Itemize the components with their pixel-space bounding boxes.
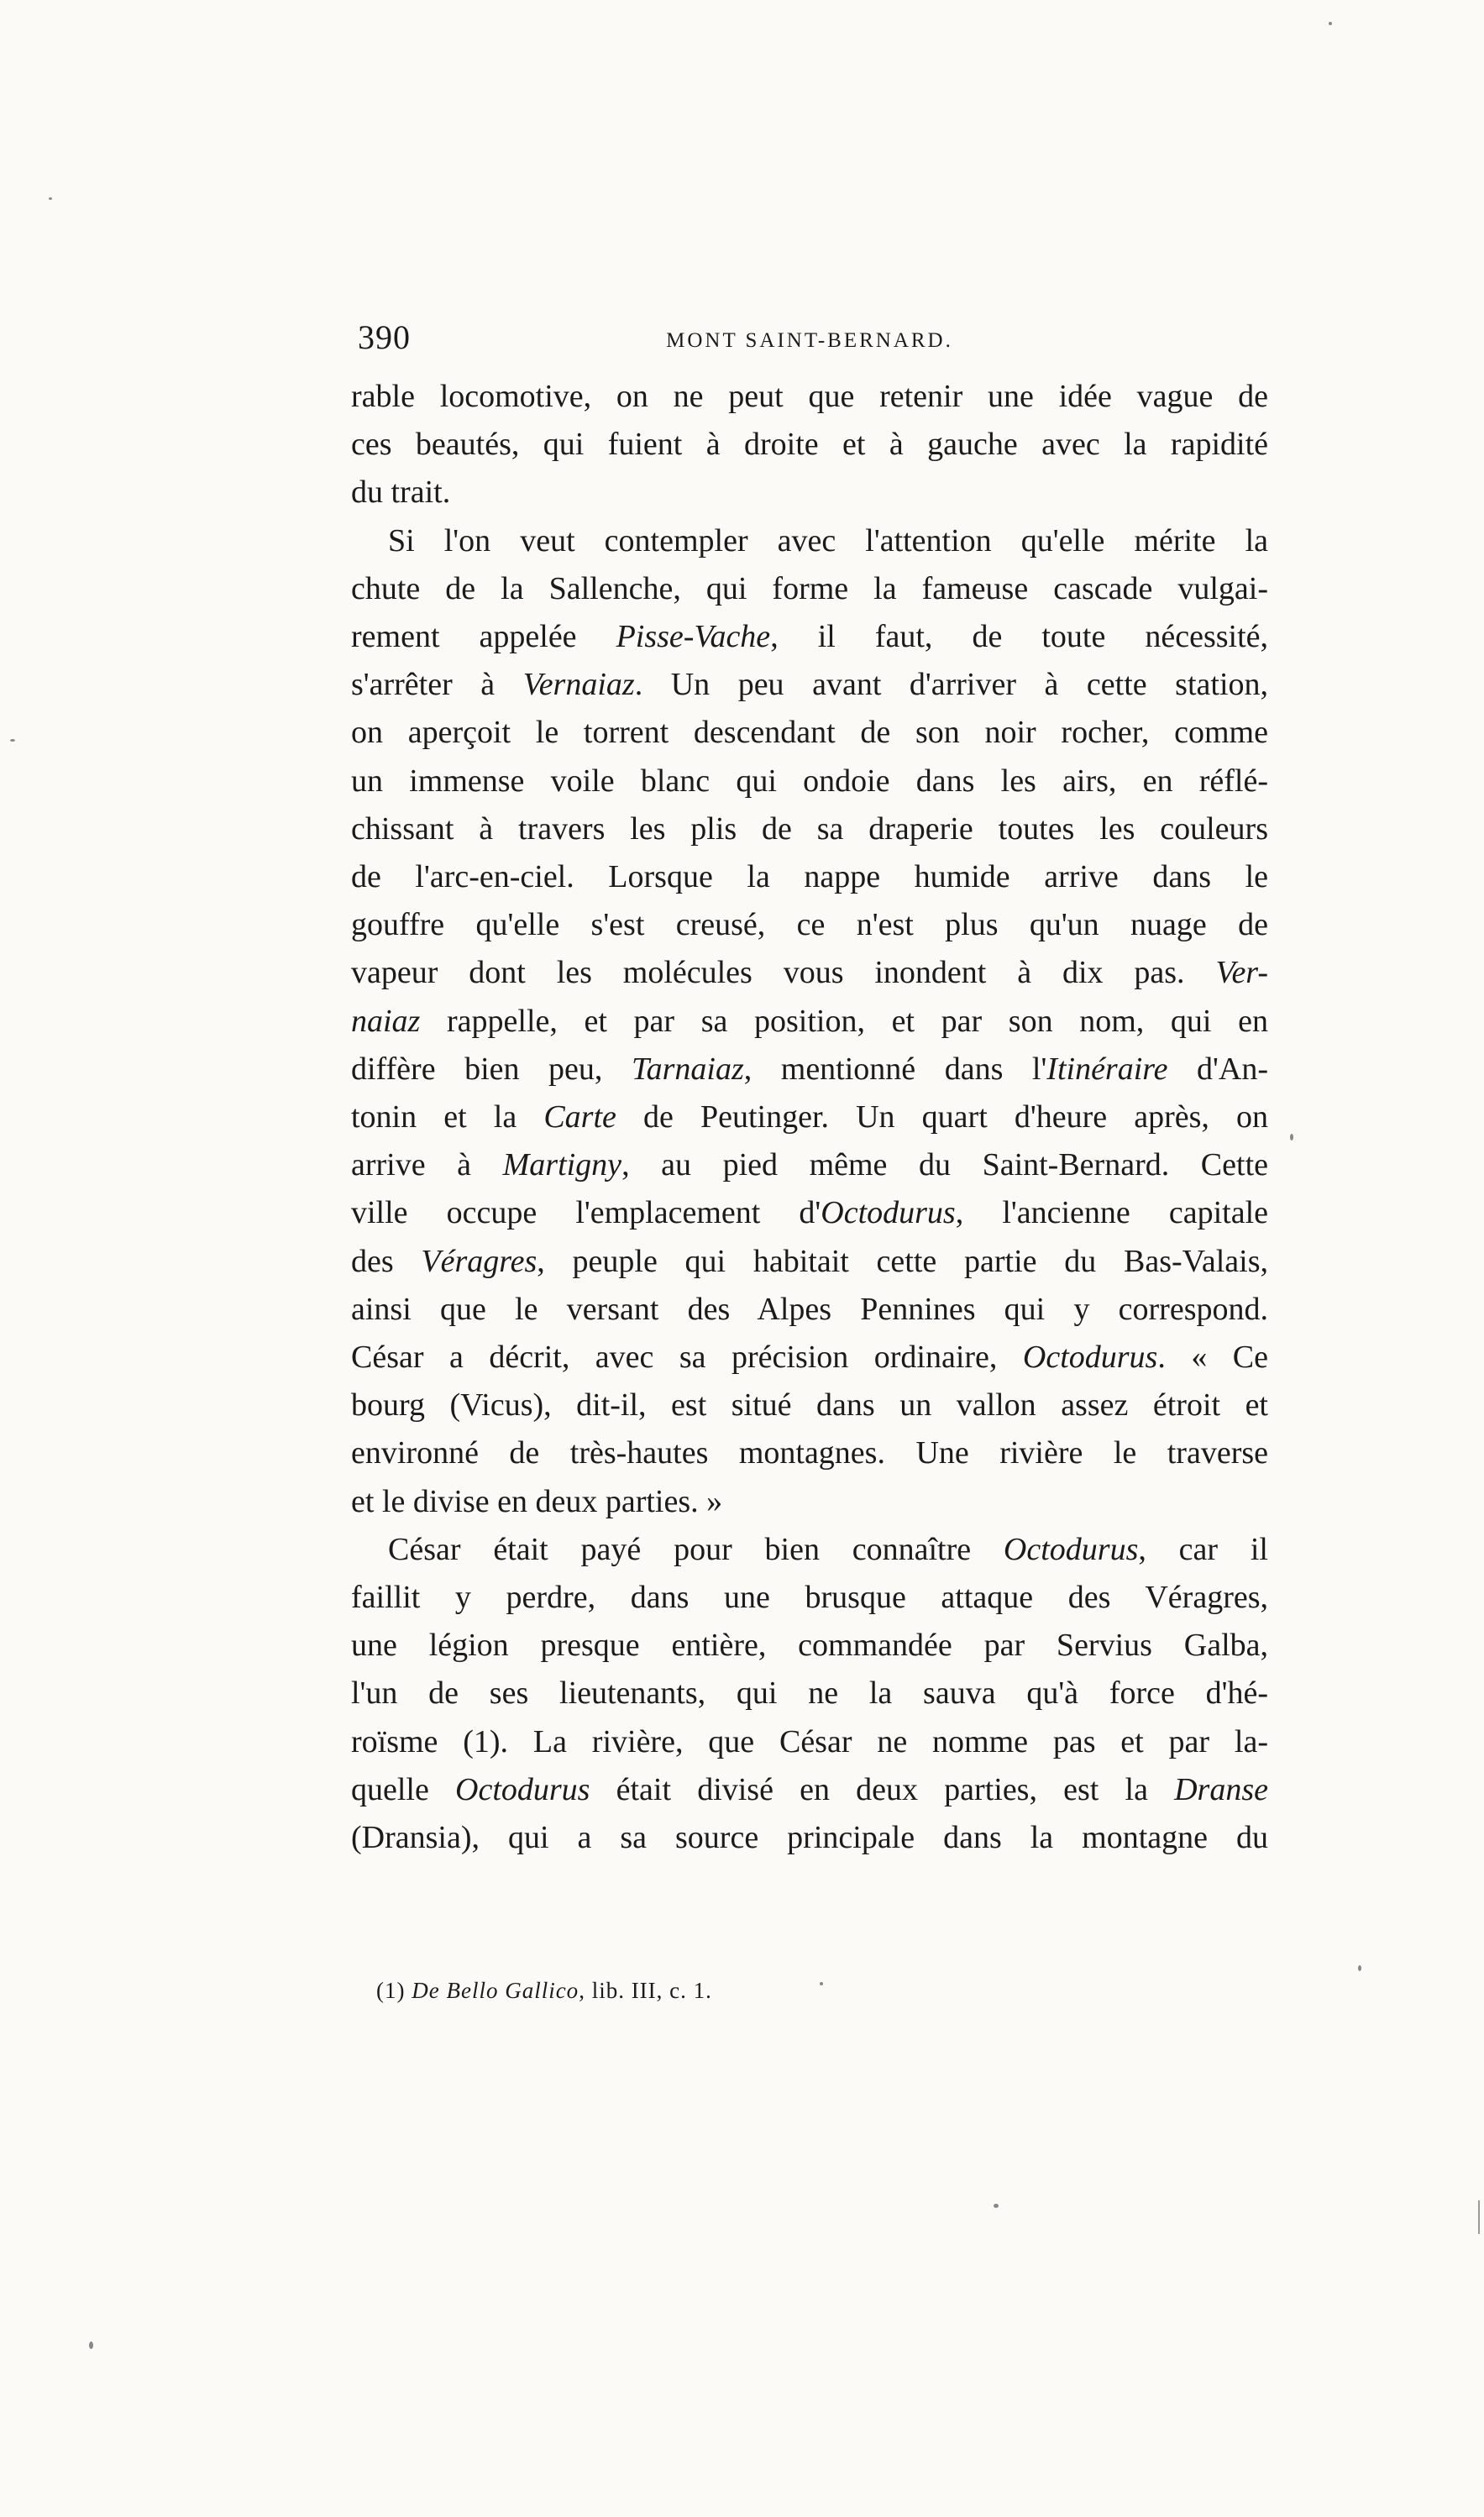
running-title: MONT SAINT-BERNARD. bbox=[666, 329, 953, 352]
text-run: ces beautés, qui fuient à droite et à gauche avec la rapidité bbox=[351, 427, 1268, 463]
text-line bbox=[351, 1622, 1268, 1670]
text-line bbox=[351, 1046, 1268, 1093]
text-line bbox=[351, 469, 1268, 517]
text-run: bourg (Vicus), dit-il, est situé dans un vallon assez étroit et bbox=[351, 1387, 1268, 1424]
text-run: était divisé en deux parties, est la bbox=[590, 1771, 1175, 1807]
text-line bbox=[351, 998, 1268, 1046]
text-run: l'un de ses lieutenants, qui ne la sauva qu'à force d'hé- bbox=[351, 1675, 1268, 1712]
text-run: de Peutinger. Un quart d'heure après, on bbox=[616, 1099, 1268, 1135]
text-line bbox=[351, 949, 1268, 997]
scan-speck bbox=[1290, 1134, 1293, 1141]
text-run: vapeur dont les molécules vous inondent à dix pas. bbox=[351, 955, 1216, 991]
text-run: César était payé pour bien connaître bbox=[388, 1531, 1004, 1567]
text-line bbox=[351, 1189, 1268, 1237]
text-line bbox=[351, 1814, 1268, 1862]
italic-term: Véragres bbox=[421, 1243, 537, 1279]
italic-term: Pisse-Vache bbox=[616, 619, 771, 655]
footnote-reference: , lib. III, c. 1. bbox=[579, 1978, 712, 2003]
scan-speck bbox=[994, 2204, 999, 2208]
text-line bbox=[351, 661, 1268, 709]
text-line bbox=[351, 1718, 1268, 1766]
text-line bbox=[351, 421, 1268, 469]
italic-term: Octodurus bbox=[1003, 1531, 1139, 1567]
italic-term: Martigny bbox=[502, 1147, 622, 1183]
text-run: gouffre qu'elle s'est creusé, ce n'est plus qu'un nuage de bbox=[351, 907, 1268, 943]
text-run: chissant à travers les plis de sa draperie toutes les couleurs bbox=[351, 810, 1268, 847]
text-run: et le divise en deux parties. » bbox=[351, 1483, 723, 1519]
italic-term: Dranse bbox=[1174, 1771, 1268, 1807]
text-run: , l'ancienne capitale bbox=[955, 1195, 1268, 1231]
text-run: chute de la Sallenche, qui forme la fameuse cascade vulgai- bbox=[351, 570, 1268, 606]
text-line bbox=[351, 1670, 1268, 1717]
footnote bbox=[376, 1978, 712, 2004]
text-line bbox=[351, 373, 1268, 421]
text-line bbox=[351, 565, 1268, 613]
footnote-marker: (1) bbox=[376, 1978, 406, 2003]
text-line bbox=[351, 517, 1268, 565]
running-head bbox=[351, 317, 1268, 368]
text-line bbox=[351, 1238, 1268, 1286]
text-line bbox=[351, 613, 1268, 661]
text-line bbox=[351, 853, 1268, 901]
text-run: rappelle, et par sa position, et par son nom, qui en bbox=[420, 1003, 1268, 1039]
text-line bbox=[351, 758, 1268, 805]
footnote-title: De Bello Gallico bbox=[412, 1978, 579, 2003]
text-run: un immense voile blanc qui ondoie dans les airs, en réflé- bbox=[351, 763, 1268, 799]
text-run: ville occupe l'emplacement d' bbox=[351, 1195, 821, 1231]
text-run: , peuple qui habitait cette partie du Bas-Valais, bbox=[537, 1243, 1268, 1279]
text-line bbox=[351, 1574, 1268, 1622]
text-run: du trait. bbox=[351, 475, 451, 511]
text-run: . « Ce bbox=[1157, 1340, 1268, 1376]
text-run: (Dransia), qui a sa source principale dans la montagne du bbox=[351, 1820, 1268, 1856]
text-run: on aperçoit le torrent descendant de son noir rocher, comme bbox=[351, 715, 1268, 751]
text-run: environné de très-hautes montagnes. Une rivière le traverse bbox=[351, 1435, 1268, 1471]
text-run: , au pied même du Saint-Bernard. Cette bbox=[621, 1147, 1268, 1183]
text-run: César a décrit, avec sa précision ordinaire, bbox=[351, 1340, 1023, 1376]
text-line bbox=[351, 1093, 1268, 1141]
text-run: de l'arc-en-ciel. Lorsque la nappe humide arrive dans le bbox=[351, 859, 1268, 895]
scan-speck bbox=[10, 739, 15, 742]
text-run: , il faut, de toute nécessité, bbox=[770, 619, 1268, 655]
text-line bbox=[351, 1382, 1268, 1429]
italic-term: Octodurus bbox=[821, 1195, 956, 1231]
text-line bbox=[351, 1334, 1268, 1382]
text-line bbox=[351, 709, 1268, 757]
body-text bbox=[351, 373, 1268, 1862]
text-line bbox=[351, 1141, 1268, 1189]
text-run: une légion presque entière, commandée par Servius Galba, bbox=[351, 1628, 1268, 1664]
scan-speck bbox=[1329, 22, 1332, 25]
scan-speck bbox=[1358, 1965, 1361, 1971]
text-run: Si l'on veut contempler avec l'attention qu'elle mérite la bbox=[388, 522, 1268, 558]
text-run: rement appelée bbox=[351, 619, 616, 655]
text-run: diffère bien peu, bbox=[351, 1051, 632, 1087]
text-line bbox=[351, 1526, 1268, 1574]
text-line bbox=[351, 1478, 1268, 1526]
text-run: quelle bbox=[351, 1771, 456, 1807]
text-run: . Un peu avant d'arriver à cette station, bbox=[634, 667, 1268, 703]
text-line bbox=[351, 805, 1268, 853]
italic-term: Tarnaiaz bbox=[631, 1051, 744, 1087]
text-line bbox=[351, 1766, 1268, 1814]
page-number: 390 bbox=[358, 318, 411, 356]
text-line bbox=[351, 1286, 1268, 1334]
text-run: , car il bbox=[1138, 1531, 1268, 1567]
italic-term: Octodurus bbox=[455, 1771, 590, 1807]
text-run: s'arrêter à bbox=[351, 667, 523, 703]
italic-term: Ver- bbox=[1215, 955, 1268, 991]
scan-speck bbox=[49, 197, 52, 200]
text-run: faillit y perdre, dans une brusque attaque des Véragres, bbox=[351, 1580, 1268, 1616]
text-run: , mentionné dans l' bbox=[743, 1051, 1047, 1087]
text-run: arrive à bbox=[351, 1147, 503, 1183]
italic-term: Itinéraire bbox=[1046, 1051, 1168, 1087]
text-run: ainsi que le versant des Alpes Pennines qui y correspond. bbox=[351, 1291, 1268, 1327]
text-run: d'An- bbox=[1167, 1051, 1269, 1087]
scan-speck bbox=[820, 1982, 823, 1985]
scan-edge-mark bbox=[1478, 2200, 1480, 2234]
text-line bbox=[351, 901, 1268, 949]
italic-term: Vernaiaz bbox=[522, 667, 635, 703]
text-line bbox=[351, 1429, 1268, 1477]
book-page bbox=[351, 317, 1268, 1862]
text-run: roïsme (1). La rivière, que César ne nomme pas et par la- bbox=[351, 1723, 1268, 1759]
italic-term: naiaz bbox=[351, 1003, 421, 1039]
italic-term: Octodurus bbox=[1022, 1340, 1158, 1376]
text-run: des bbox=[351, 1243, 422, 1279]
scan-speck bbox=[89, 2341, 93, 2349]
text-run: rable locomotive, on ne peut que retenir une idée vague de bbox=[351, 379, 1268, 414]
italic-term: Carte bbox=[543, 1099, 616, 1135]
text-run: tonin et la bbox=[351, 1099, 544, 1135]
